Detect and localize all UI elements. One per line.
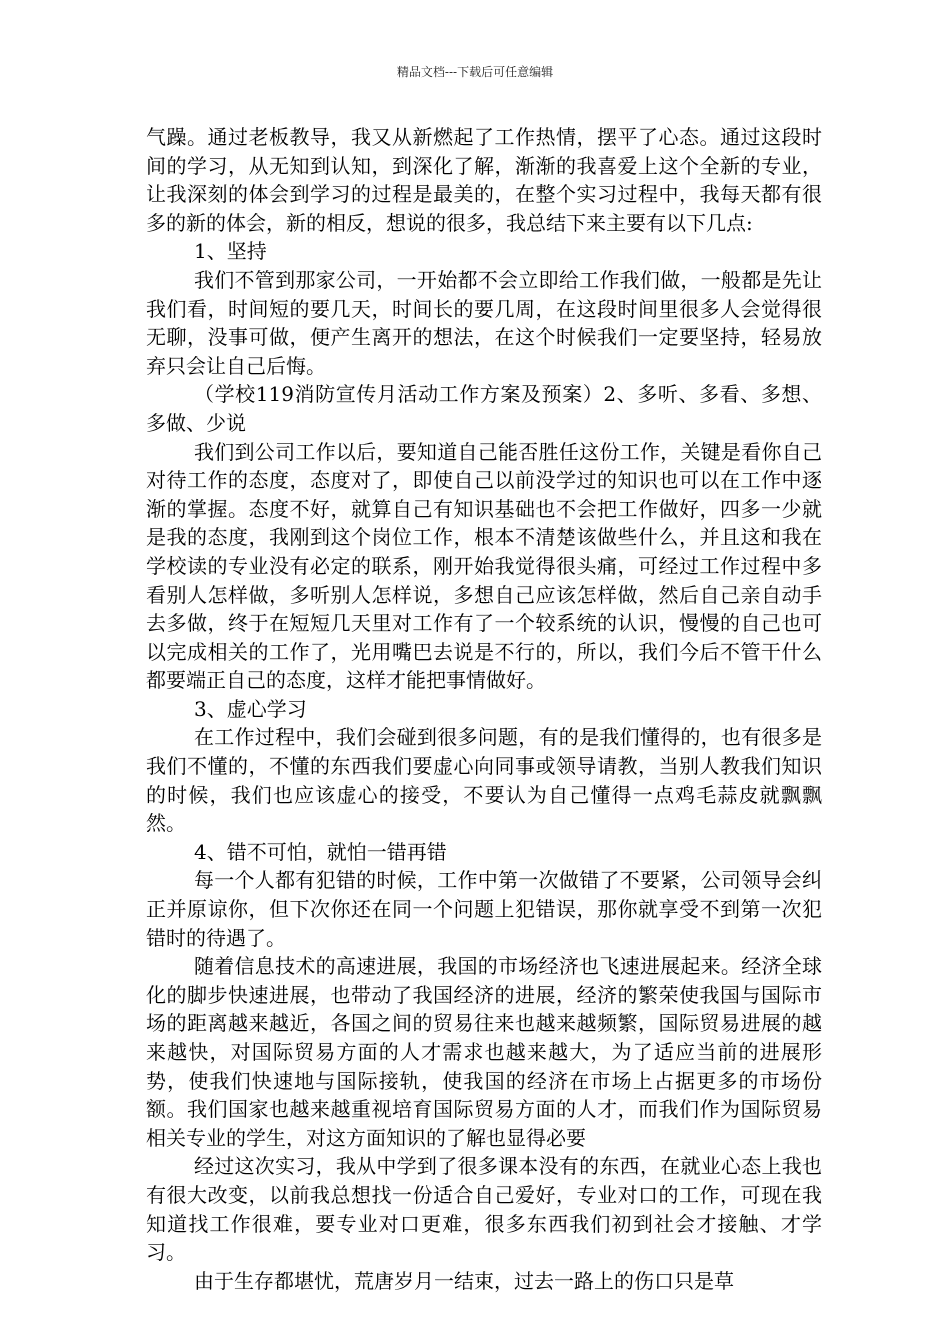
paragraph: 经过这次实习，我从中学到了很多课本没有的东西，在就业心态上我也有很大改变，以前我总想找一份适合自己爱好，专业对口的工作，可现在我知道找工作很难，要专业对口更难，很多东西我们初到社会才接触、才学习。 xyxy=(146,1154,822,1265)
paragraph: 气躁。通过老板教导，我又从新燃起了工作热情，摆平了心态。通过这段时间的学习，从无知到认知，到深化了解，渐渐的我喜爱上这个全新的专业，让我深刻的体会到学习的过程是最美的，在整个实习过程中，我每天都有很多的新的体会，新的相反，想说的很多，我总结下来主要有以下几点: xyxy=(146,125,822,235)
paragraph: 我们不管到那家公司，一开始都不会立即给工作我们做，一般都是先让我们看，时间短的要几天，时间长的要几周，在这段时间里很多人会觉得很无聊，没事可做，便产生离开的想法，在这个时候我们一定要坚持，轻易放弃只会让自己后悔。 xyxy=(146,267,822,378)
heading-humble-learning: 3、虚心学习 xyxy=(194,696,307,721)
paragraph: 由于生存都堪忧，荒唐岁月一结束，过去一路上的伤口只是草 xyxy=(194,1268,734,1293)
heading-listen-look: （学校119消防宣传月活动工作方案及预案）2、多听、多看、多想、多做、少说 xyxy=(146,382,822,435)
paragraph: 在工作过程中，我们会碰到很多问题，有的是我们懂得的，也有很多是我们不懂的，不懂的东西我们要虚心向同事或领导请教，当别人教我们知识的时候，我们也应该虚心的接受，不要认为自己懂得一点鸡毛蒜皮就飘飘然。 xyxy=(146,725,822,836)
document-body xyxy=(146,123,822,1295)
paragraph: 随着信息技术的高速进展，我国的市场经济也飞速进展起来。经济全球化的脚步快速进展，也带动了我国经济的进展，经济的繁荣使我国与国际市场的距离越来越近，各国之间的贸易往来也越来越频繁，国际贸易进展的越来越快，对国际贸易方面的人才需求也越来越大，为了适应当前的进展形势，使我们快速地与国际接轨，使我国的经济在市场上占据更多的市场份额。我们国家也越来越重视培育国际贸易方面的人才，而我们作为国际贸易相关专业的学生，对这方面知识的了解也显得必要 xyxy=(146,954,822,1150)
page-header: 精品文档---下载后可任意编辑 xyxy=(396,65,554,79)
heading-mistakes: 4、错不可怕，就怕一错再错 xyxy=(194,839,447,864)
paragraph: 每一个人都有犯错的时候，工作中第一次做错了不要紧，公司领导会纠正并原谅你，但下次你还在同一个问题上犯错误，那你就享受不到第一次犯错时的待遇了。 xyxy=(146,868,822,950)
heading-persist: 1、坚持 xyxy=(194,239,267,264)
paragraph: 我们到公司工作以后，要知道自己能否胜任这份工作，关键是看你自己对待工作的态度，态度对了，即使自己以前没学过的知识也可以在工作中逐渐的掌握。态度不好，就算自己有知识基础也不会把工作做好，四多一少就是我的态度，我刚到这个岗位工作，根本不清楚该做些什么，并且这和我在学校读的专业没有必定的联系，刚开始我觉得很头痛，可经过工作过程中多看别人怎样做，多听别人怎样说，多想自己应该怎样做，然后自己亲自动手去多做，终于在短短几天里对工作有了一个较系统的认识，慢慢的自己也可以完成相关的工作了，光用嘴巴去说是不行的，所以，我们今后不管干什么都要端正自己的态度，这样才能把事情做好。 xyxy=(146,439,822,693)
